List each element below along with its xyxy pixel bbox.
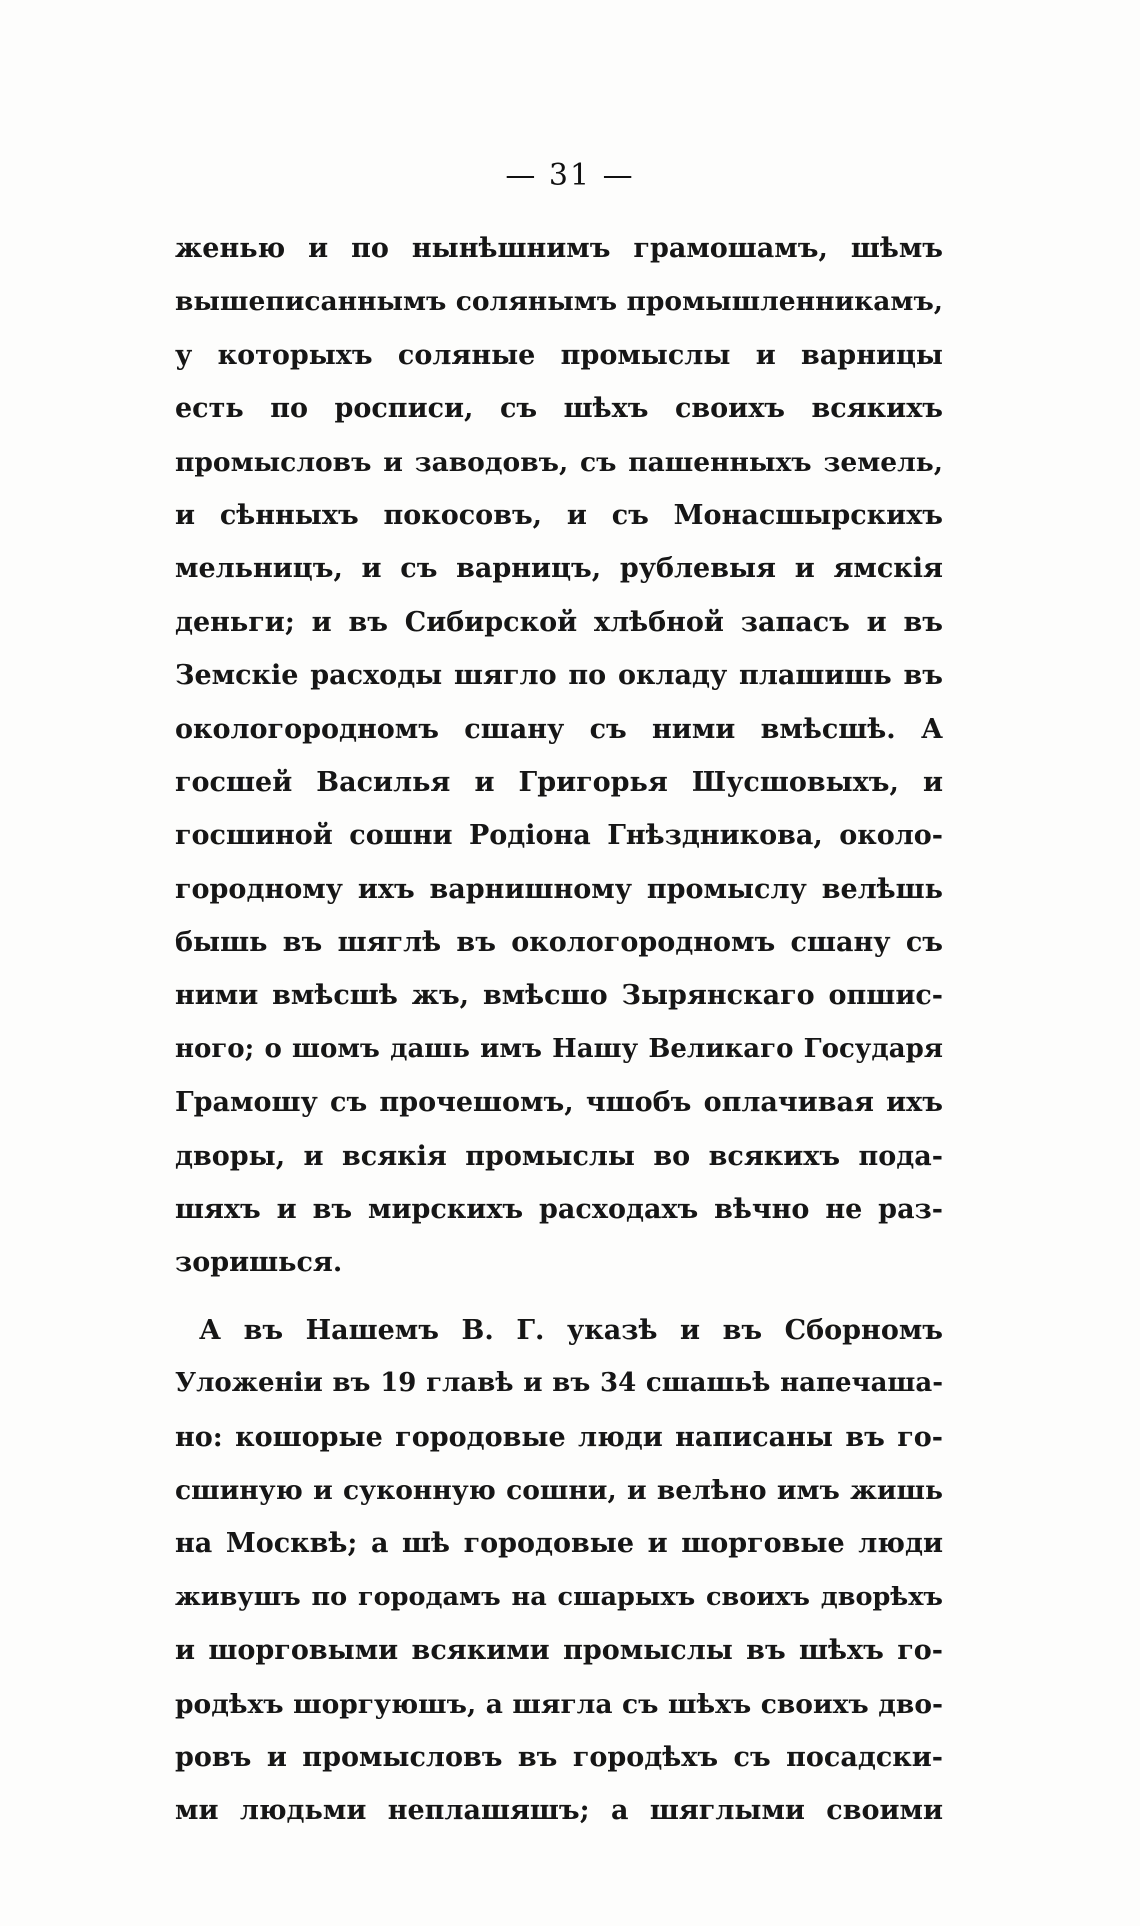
text-line: бышь въ шяглѣ въ окологородномъ сшану съ xyxy=(175,927,943,959)
text-line: промысловъ и заводовъ, съ пашенныхъ земель, xyxy=(175,446,943,478)
text-line: ми людьми неплашяшъ; а шяглыми своими xyxy=(175,1795,943,1827)
paragraph-1 xyxy=(175,222,943,1290)
text-line: госшиной сошни Родіона Гнѣздникова, около- xyxy=(175,820,943,852)
text-line: шяхъ и въ мирскихъ расходахъ вѣчно не раз- xyxy=(175,1194,943,1226)
text-line: и шорговыми всякими промыслы въ шѣхъ го- xyxy=(175,1635,943,1667)
text-line: и сѣнныхъ покосовъ, и съ Монасшырскихъ xyxy=(175,499,943,531)
text-line: А въ Нашемъ В. Г. указѣ и въ Сборномъ xyxy=(199,1314,943,1346)
text-line: есть по росписи, съ шѣхъ своихъ всякихъ xyxy=(175,393,943,425)
text-line: ними вмѣсшѣ жъ, вмѣсшо Зырянскаго опшис- xyxy=(175,980,943,1012)
text-line: городному ихъ варнишному промыслу велѣшь xyxy=(175,873,943,905)
page-number: — 31 — xyxy=(505,158,635,193)
text-line: ного; о шомъ дашь имъ Нашу Великаго Государя xyxy=(175,1033,943,1064)
paragraph-gap xyxy=(175,1290,943,1304)
text-line: женью и по нынѣшнимъ грамошамъ, шѣмъ xyxy=(175,233,943,264)
text-line: дворы, и всякія промыслы во всякихъ пода- xyxy=(175,1140,943,1172)
body-text xyxy=(175,222,943,1838)
text-line: ровъ и промысловъ въ городѣхъ съ посадски- xyxy=(175,1741,943,1773)
text-line: но: кошорые городовые люди написаны въ го- xyxy=(175,1421,943,1453)
text-line: окологородномъ сшану съ ними вмѣсшѣ. А xyxy=(175,713,943,745)
text-line: Земскіе расходы шягло по окладу плашишь въ xyxy=(175,660,943,692)
text-line: сшиную и суконную сошни, и велѣно имъ жишь xyxy=(175,1474,943,1506)
text-line: зоришься. xyxy=(175,1247,343,1279)
text-line: родѣхъ шоргуюшъ, а шягла съ шѣхъ своихъ дво- xyxy=(175,1688,943,1720)
text-line: у которыхъ соляные промыслы и варницы xyxy=(175,339,943,371)
paragraph-2 xyxy=(175,1304,943,1838)
text-line: живушъ по городамъ на сшарыхъ своихъ дворѣхъ xyxy=(175,1581,943,1612)
text-line: Уложеніи въ 19 главѣ и въ 34 сшашьѣ напечаша- xyxy=(175,1368,943,1399)
text-line: на Москвѣ; а шѣ городовые и шорговые люди xyxy=(175,1528,943,1560)
text-line: госшей Василья и Григорья Шусшовыхъ, и xyxy=(175,766,943,798)
text-line: мельницъ, и съ варницъ, рублевыя и ямскія xyxy=(175,553,943,585)
text-line: вышеписаннымъ солянымъ промышленникамъ, xyxy=(175,286,943,318)
text-line: деньги; и въ Сибирской хлѣбной запасъ и въ xyxy=(175,606,943,638)
text-line: Грамошу съ прочешомъ, чшобъ оплачивая ихъ xyxy=(175,1087,943,1119)
